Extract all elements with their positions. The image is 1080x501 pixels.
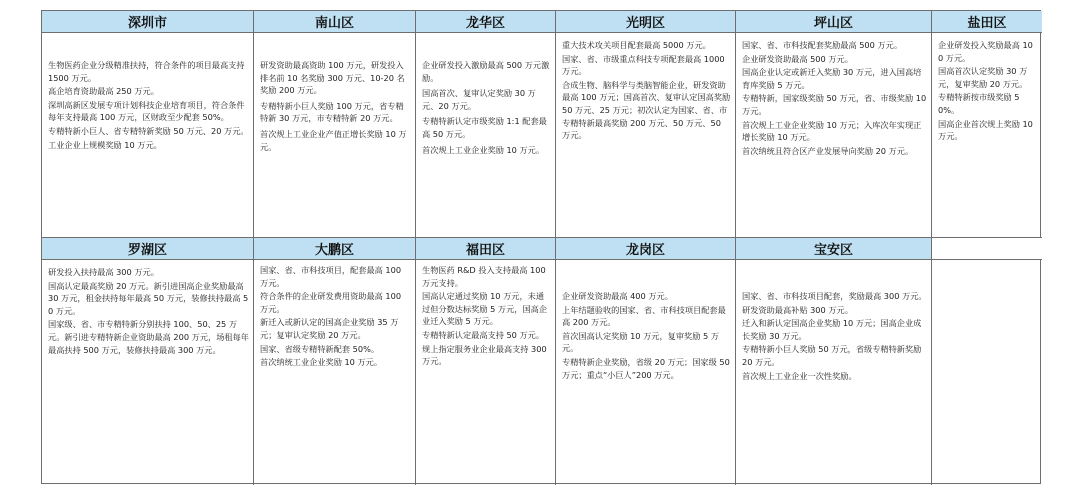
policy-item: 工业企业上规模奖励 10 万元。 [48,139,162,150]
header-empty [932,238,1042,260]
policy-item: 上年结题验收的国家、省、市科技项目配套最高 200 万元。 [562,304,726,328]
cell-baoan [736,260,932,485]
header-pingshan: 坪山区 [736,11,932,33]
header-nanshan: 南山区 [254,11,416,33]
cell-futian [416,260,556,485]
policy-item: 迁入和新认定国高企业奖励 10 万元；国高企业成长奖励 30 万元。 [742,318,922,341]
cell-empty [932,260,1042,485]
policy-item: 专精特新小巨人奖励 50 万元，省级专精特新奖励 20 万元。 [742,344,922,367]
policy-item: 生物医药企业分级精准扶持，符合条件的项目最高支持 1500 万元。 [48,60,245,83]
header-longgang: 龙岗区 [556,238,736,260]
policy-item: 深圳高新区发展专项计划科技企业培育项目，符合条件每年支持最高 100 万元，区财政至少配套 50%。 [48,99,245,123]
policy-item: 符合条件的企业研发费用资助最高 100 万元。 [260,291,402,314]
policy-item: 国家级、省、市专精特新分别扶持 100、50、25 万元。新引进专精特新企业资助最高 200 万元，场租每年最高扶持 500 万元，装修扶持最高 300 万元。 [48,319,249,355]
policy-item: 首次纳统工业企业奖励 10 万元。 [260,357,383,368]
policy-item: 首次规上工业企业奖励 10 万元；入库次年实现正增长奖励 10 万元。 [742,119,922,143]
policy-item: 国高企业认定或新迁入奖励 30 万元，进入国高培育库奖励 5 万元。 [742,67,922,90]
policy-item: 企业研发投入奖励最高 100 万元。 [938,40,1033,63]
header-shenzhen: 深圳市 [42,11,254,33]
policy-item: 国家、省、市科技项目配套，奖励最高 300 万元。 [742,291,927,301]
header-longhua: 龙华区 [416,11,556,33]
cell-yantian [932,33,1042,238]
policy-item: 新迁入或新认定的国高企业奖励 35 万元；复审认定奖励 20 万元。 [260,317,399,340]
cell-longhua [416,33,556,238]
policy-item: 国家、省、市科技项目，配套最高 100 万元。 [260,265,402,288]
policy-item: 规上指定服务业企业最高支持 300 万元。 [422,343,547,367]
policy-item: 首次纳统且符合区产业发展导向奖励 20 万元。 [742,145,914,156]
header-luohu: 罗湖区 [42,238,254,260]
policy-item: 国家、省、市科技配套奖励最高 500 万元。 [742,40,903,50]
policy-item: 专精特新企业奖励，省级 20 万元；国家级 50 万元；重点“小巨人”200 万元。 [562,356,730,380]
policy-item: 企业研发资助最高 500 万元。 [742,53,853,64]
policy-item: 合成生物、脑科学与类脑智能企业，研发资助最高 100 万元；国高首次、复审认定国高奖励 50 万元、25 万元；初次认定为国家、省、市专精特新最高奖励 200 万元、50 万元、50 万元。 [562,79,731,141]
policy-item: 首次规上工业企业一次性奖励。 [742,370,857,381]
policy-item: 国高首次认定奖励 30 万元，复审奖励 20 万元。 [938,66,1028,89]
policy-item: 国高认定通过奖励 10 万元，未通过但分数达标奖励 5 万元，国高企业迁入奖励 5 万元。 [422,291,548,327]
cell-pingshan [736,33,932,238]
cell-luohu [42,260,254,485]
cell-nanshan [254,33,416,238]
policy-item: 研发资助最高资助 100 万元，研发投入排名前 10 名奖励 300 万元、10-20 名奖励 200 万元。 [260,60,405,96]
header-guangming: 光明区 [556,11,736,33]
policy-item: 国家、省、市级重点科技专项配套最高 1000 万元。 [562,53,725,77]
policy-item: 专精特新按市级奖励 50%。 [938,92,1020,115]
policy-item: 专精特新，国家级奖励 50 万元，省、市级奖励 10 万元。 [742,93,927,116]
policy-table [41,10,1041,484]
policy-item: 国高企业首次规上奖励 10 万元。 [938,118,1033,142]
policy-item: 首次国高认定奖励 10 万元，复审奖励 5 万元。 [562,330,720,354]
header-dapeng: 大鹏区 [254,238,416,260]
cell-shenzhen [42,33,254,238]
policy-item: 专精特新小巨人奖励 100 万元，省专精特新 30 万元，市专精特新 20 万元。 [260,100,404,124]
policy-item: 专精特新小巨人、省专精特新奖励 50 万元、20 万元。 [48,125,249,136]
policy-item: 国高首次、复审认定奖励 30 万元、20 万元。 [422,88,536,111]
policy-item: 高企培育资助最高 250 万元。 [48,86,159,97]
policy-item: 专精特新认定最高支持 50 万元。 [422,329,545,340]
header-yantian: 盐田区 [932,11,1042,33]
policy-item: 国高认定最高奖励 20 万元。新引进国高企业奖励最高 30 万元，租金扶持每年最高 50 万元，装修扶持最高 50 万元。 [48,280,249,316]
header-baoan: 宝安区 [736,238,932,260]
cell-longgang [556,260,736,485]
policy-item: 国家、省级专精特新配套 50%。 [260,343,380,354]
policy-item: 企业研发资助最高 400 万元。 [562,291,673,301]
policy-item: 首次规上工业企业奖励 10 万元。 [422,144,545,155]
policy-item: 企业研发投入激励最高 500 万元激励。 [422,60,550,83]
cell-dapeng [254,260,416,485]
policy-item: 研发投入扶持最高 300 万元。 [48,267,159,277]
policy-item: 生物医药 R&D 投入支持最高 100 万元支持。 [422,265,546,288]
policy-item: 研发资助最高补贴 300 万元。 [742,304,853,315]
policy-item: 首次规上工业企业产值正增长奖励 10 万元。 [260,128,407,152]
policy-item: 重大技术攻关项目配套最高 5000 万元。 [562,40,711,50]
header-futian: 福田区 [416,238,556,260]
cell-guangming [556,33,736,238]
policy-item: 专精特新认定市级奖励 1:1 配套最高 50 万元。 [422,116,547,139]
